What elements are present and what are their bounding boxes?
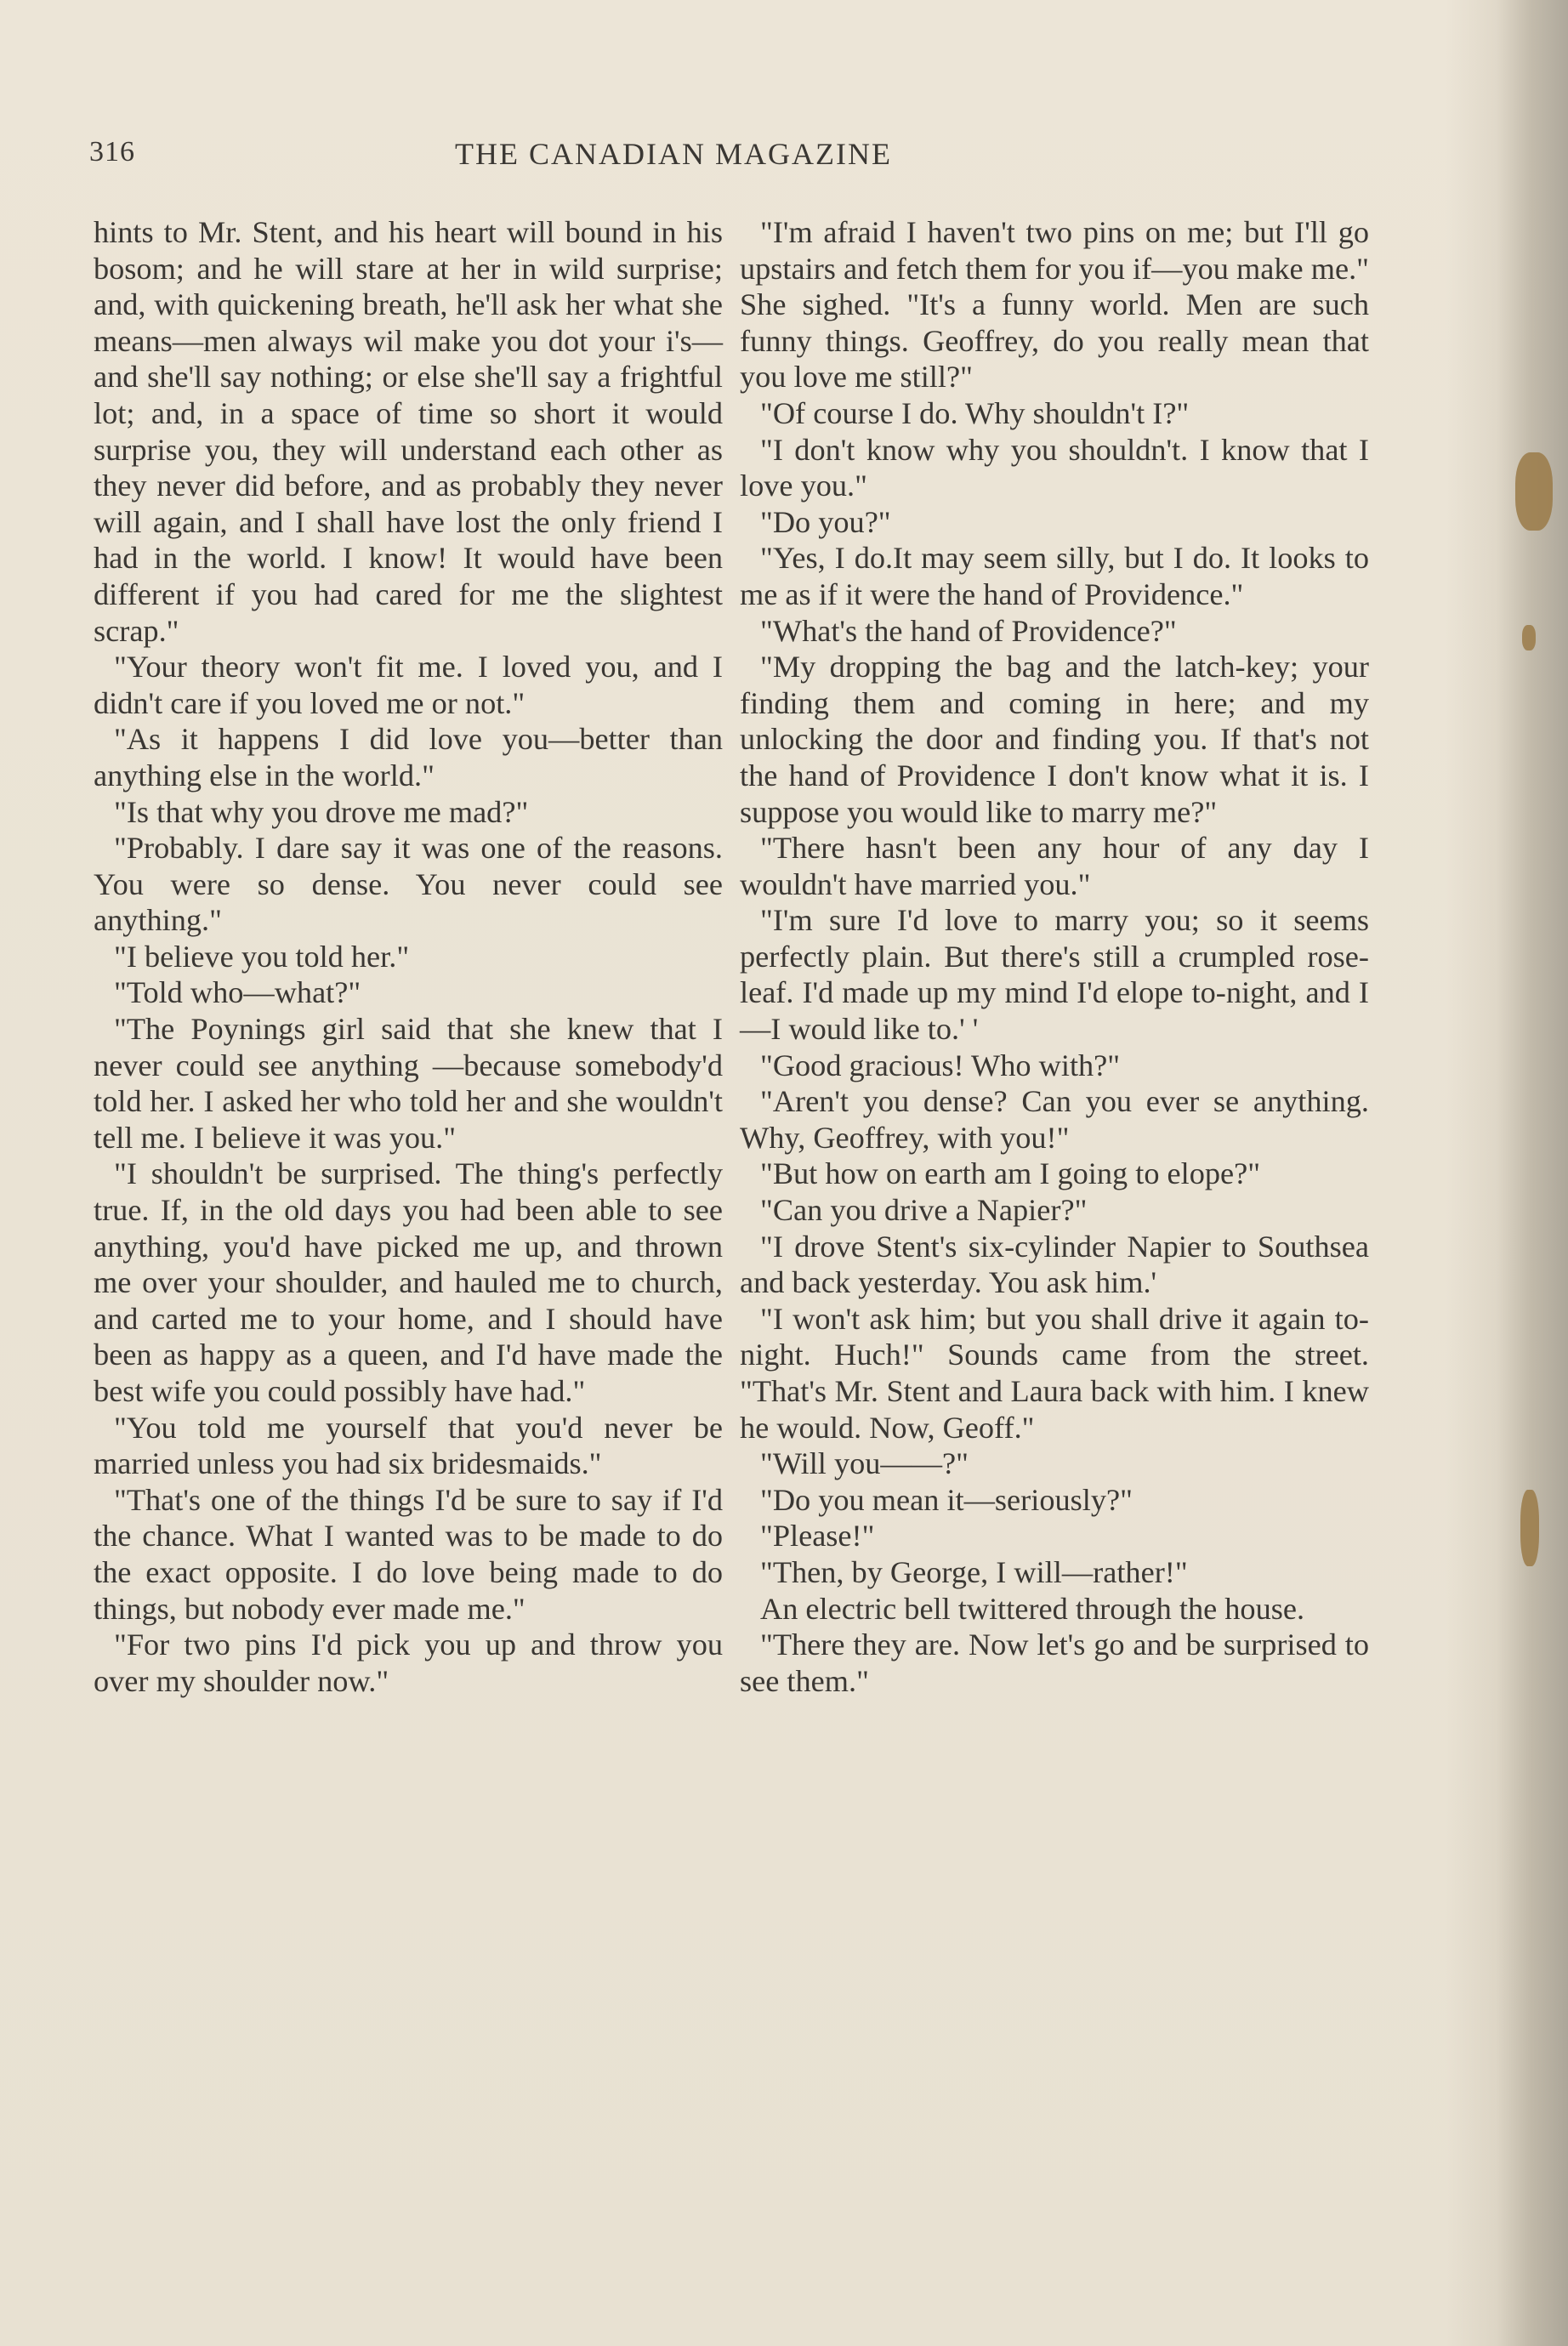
- paragraph: "There hasn't been any hour of any day I wouldn't have married you.": [740, 831, 1369, 901]
- paragraph: "You told me yourself that you'd never be married unless you had six bridesmaids.": [94, 1410, 723, 1481]
- paragraph: "Please!": [760, 1519, 875, 1554]
- paragraph: "As it happens I did love you—better than anything else in the world.": [94, 722, 723, 792]
- paragraph: "For two pins I'd pick you up and throw you over my shoulder now.": [94, 1627, 723, 1698]
- running-title: THE CANADIAN MAGAZINE: [455, 137, 892, 171]
- paragraph: "Is that why you drove me mad?": [114, 794, 529, 829]
- page-edge-stain: [1522, 625, 1536, 650]
- paragraph: "I don't know why you shouldn't. I know that I love you.": [740, 432, 1369, 503]
- paragraph: "The Poynings girl said that she knew that I never could see anything —because somebody'd told her. I asked her who told her and she wouldn't tell me. I believe it was you.": [94, 1012, 723, 1155]
- left-column: [94, 214, 723, 1699]
- paragraph: "I believe you told her.": [114, 939, 410, 974]
- paragraph: "Told who—what?": [114, 975, 361, 1010]
- paragraph: "Can you drive a Napier?": [760, 1193, 1088, 1228]
- paragraph: "Yes, I do.It may seem silly, but I do. It looks to me as if it were the hand of Providence.": [740, 541, 1369, 611]
- page-edge-stain: [1515, 452, 1553, 531]
- paragraph: "Will you——?": [760, 1446, 969, 1481]
- paragraph: "But how on earth am I going to elope?": [760, 1156, 1261, 1191]
- page-header: [89, 136, 1365, 184]
- paragraph: "I won't ask him; but you shall drive it again to-night. Huch!" Sounds came from the street. "That's Mr. Stent and Laura back with him. I knew he would. Now, Geoff.": [740, 1301, 1369, 1445]
- paragraph: "Good gracious! Who with?": [760, 1048, 1121, 1082]
- paragraph: "Your theory won't fit me. I loved you, and I didn't care if you loved me or not.": [94, 650, 723, 720]
- paragraph: "Do you?": [760, 504, 891, 539]
- paragraph: "I'm afraid I haven't two pins on me; but I'll go upstairs and fetch them for you if—you make me." She sighed. "It's a funny world. Men are such funny things. Geoffrey, do you really mean that you love me still?": [740, 215, 1369, 395]
- paragraph: An electric bell twittered through the house.: [760, 1591, 1305, 1626]
- paragraph: "Then, by George, I will—rather!": [760, 1554, 1188, 1589]
- right-column: [740, 214, 1369, 1699]
- paragraph: "There they are. Now let's go and be surprised to see them.": [740, 1627, 1369, 1698]
- paragraph: "Aren't you dense? Can you ever se anything. Why, Geoffrey, with you!": [740, 1084, 1369, 1155]
- paragraph: "That's one of the things I'd be sure to say if I'd the chance. What I wanted was to be made to do the exact opposite. I do love being made to do things, but nobody ever made me.": [94, 1482, 723, 1626]
- paragraph: "I'm sure I'd love to marry you; so it seems perfectly plain. But there's still a crumpled rose-leaf. I'd made up my mind I'd elope to-night, and I—I would like to.' ': [740, 903, 1369, 1047]
- paragraph: "Do you mean it—seriously?": [760, 1482, 1133, 1517]
- paragraph: hints to Mr. Stent, and his heart will bound in his bosom; and he will stare at her in wild surprise; and, with quickening breath, he'll ask her what she means—men always wil make you dot your i's—and she'll say nothing; or else she'll say a frightful lot; and, in a space of time so short it would surprise you, they will understand each other as they never did before, and as probably they never will again, and I shall have lost the only friend I had in the world. I know! It would have been different if you had cared for me the slightest scrap.": [94, 215, 723, 648]
- paragraph: "I drove Stent's six-cylinder Napier to Southsea and back yesterday. You ask him.': [740, 1229, 1369, 1300]
- paragraph: "What's the hand of Providence?": [760, 613, 1177, 648]
- paragraph: "Probably. I dare say it was one of the reasons. You were so dense. You never could see anything.": [94, 831, 723, 938]
- page-number: 316: [89, 136, 135, 168]
- paragraph: "My dropping the bag and the latch-key; your finding them and coming in here; and my unlocking the door and finding you. If that's not the hand of Providence I don't know what it is. I suppose you would like to marry me?": [740, 650, 1369, 829]
- paragraph: "I shouldn't be surprised. The thing's perfectly true. If, in the old days you had been able to see anything, you'd have picked me up, and thrown me over your shoulder, and hauled me to church, and carted me to your home, and I should have been as happy as a queen, and I'd have made the best wife you could possibly have had.": [94, 1156, 723, 1408]
- page-edge-stain: [1520, 1490, 1539, 1566]
- paragraph: "Of course I do. Why shouldn't I?": [760, 395, 1190, 430]
